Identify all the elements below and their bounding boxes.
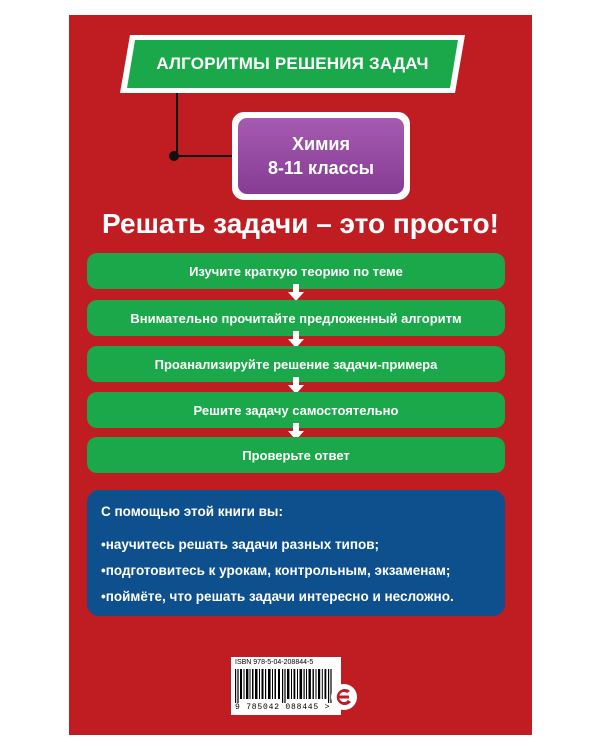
isbn-text: ISBN 978-5-04-208844-5 [235,659,314,666]
step-2: Внимательно прочитайте предложенный алгоритм [87,300,505,336]
subject-name: Химия [292,134,350,154]
headline: Решать задачи – это просто! [102,208,499,239]
step-4: Решите задачу самостоятельно [87,392,505,428]
benefit-item: •поймёте, что решать задачи интересно и несложно. [101,589,454,604]
series-banner [120,35,465,93]
subject-inner [238,118,404,194]
benefit-item: •научитесь решать задачи разных типов; [101,537,380,552]
barcode-area [231,657,341,715]
benefit-item: •подготовитесь к урокам, контрольным, экзаменам; [101,563,451,578]
barcode-icon [235,669,335,703]
series-title: АЛГОРИТМЫ РЕШЕНИЯ ЗАДАЧ [156,54,429,73]
step-1: Изучите краткую теорию по теме [87,253,505,289]
barcode-digits: 9 785042 088445 > [235,703,331,712]
benefits-panel [87,490,505,616]
step-5: Проверьте ответ [87,437,505,473]
step-3: Проанализируйте решение задачи-примера [87,346,505,382]
subject-box [232,112,410,200]
benefits-title: С помощью этой книги вы: [101,504,283,519]
subject-grades: 8-11 классы [267,158,375,178]
publisher-logo-icon [330,680,358,714]
